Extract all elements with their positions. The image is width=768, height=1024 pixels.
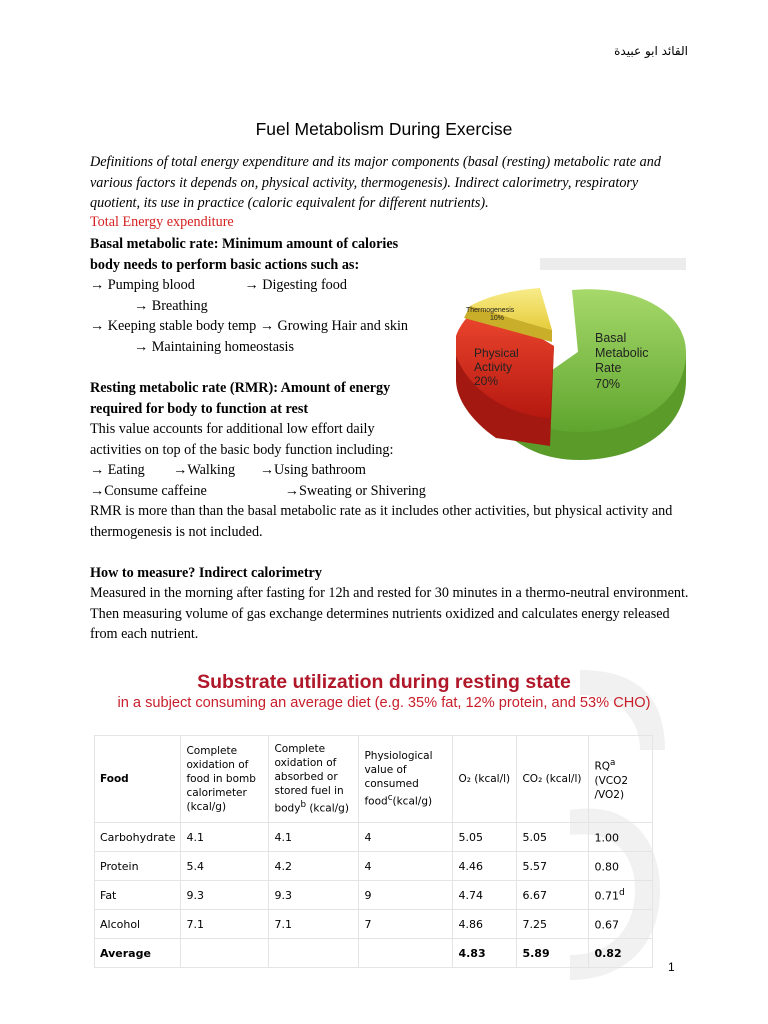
cell-food: Alcohol <box>95 910 181 939</box>
cell-co2: 7.25 <box>517 910 589 939</box>
table-subtitle: in a subject consuming an average diet (e.g. 35% fat, 12% protein, and 53% CHO) <box>117 695 651 711</box>
header-food: Food <box>95 736 181 823</box>
rmr-text-line-1: This value accounts for additional low effort daily <box>90 421 375 437</box>
cell-bomb <box>181 939 269 968</box>
page-title: Fuel Metabolism During Exercise <box>255 119 513 139</box>
header-physiological-value: Physiological value of consumed food$^c$(kcal/g) <box>359 736 453 823</box>
pie-value-bmr: 70% <box>595 377 621 391</box>
header-co2: CO₂ (kcal/l) <box>517 736 589 823</box>
bmr-list-line-4: → Maintaining homeostasis <box>134 339 294 355</box>
cell-co2: 6.67 <box>517 881 589 910</box>
substrate-table <box>94 735 653 968</box>
cell-phys <box>359 939 453 968</box>
pie-label-bmr-3: Rate <box>595 361 622 375</box>
author-name: القائد ابو عبيدة <box>614 44 688 58</box>
cell-absorbed: 4.2 <box>269 852 359 881</box>
cell-phys: 7 <box>359 910 453 939</box>
bmr-heading-line-2: body needs to perform basic actions such as: <box>90 257 360 273</box>
rmr-heading-line-2: required for body to function at rest <box>90 401 309 417</box>
rmr-heading-line-1: Resting metabolic rate (RMR): Amount of energy <box>90 380 391 396</box>
measure-heading: How to measure? Indirect calorimetry <box>90 565 322 581</box>
energy-expenditure-pie-chart <box>440 280 690 470</box>
cell-absorbed: 9.3 <box>269 881 359 910</box>
cell-co2: 5.05 <box>517 823 589 852</box>
rmr-note: RMR is more than than the basal metabolic rate as it includes other activities, but physical activity and thermogenesis is not included. <box>90 503 673 540</box>
table-row <box>95 852 653 881</box>
cell-bomb: 4.1 <box>181 823 269 852</box>
table-title: Substrate utilization during resting state <box>197 671 571 693</box>
section-heading-total-energy: Total Energy expenditure <box>90 214 234 230</box>
pie-label-activity-1: Physical <box>474 346 519 360</box>
table-header-row <box>95 736 653 823</box>
pie-value-thermogenesis: 10% <box>490 315 505 322</box>
pie-label-thermogenesis: Thermogenesis <box>466 307 515 314</box>
intro-paragraph: Definitions of total energy expenditure and its major components (basal (resting) metabolic rate and various factors it depends on, physical activity, thermogenesis). Indirect calorimetry, respiratory quotient, its use in practice (caloric equivalent for different nutrients). <box>90 154 661 211</box>
cell-food: Average <box>95 939 181 968</box>
cell-food: Protein <box>95 852 181 881</box>
cell-phys: 9 <box>359 881 453 910</box>
header-bomb-calorimeter: Complete oxidation of food in bomb calorimeter (kcal/g) <box>181 736 269 823</box>
cell-bomb: 5.4 <box>181 852 269 881</box>
cell-phys: 4 <box>359 823 453 852</box>
cell-o2: 4.86 <box>453 910 517 939</box>
cell-bomb: 7.1 <box>181 910 269 939</box>
bmr-list-line-1: → Pumping blood → Digesting food <box>90 277 347 293</box>
cell-o2: 4.46 <box>453 852 517 881</box>
page-number: 1 <box>668 960 675 974</box>
pie-label-bmr-2: Metabolic <box>595 346 649 360</box>
cell-co2: 5.89 <box>517 939 589 968</box>
measure-text: Measured in the morning after fasting for 12h and rested for 30 minutes in a thermo-neutral environment. Then measuring volume of gas exchange determines nutrients oxidized and calculates energy released from each nutrient. <box>90 585 689 642</box>
cell-bomb: 9.3 <box>181 881 269 910</box>
cell-rq: 0.80 <box>589 852 653 881</box>
pie-value-activity: 20% <box>474 374 499 388</box>
cell-absorbed: 7.1 <box>269 910 359 939</box>
cell-co2: 5.57 <box>517 852 589 881</box>
cell-phys: 4 <box>359 852 453 881</box>
cell-o2: 4.74 <box>453 881 517 910</box>
bmr-list-line-3: → Keeping stable body temp → Growing Hair and skin <box>90 318 408 334</box>
cell-food: Fat <box>95 881 181 910</box>
header-rq: $RQ^a$ (VCO2 /VO2) <box>589 736 653 823</box>
watermark-strip <box>540 258 686 270</box>
cell-rq: 1.00 <box>589 823 653 852</box>
rmr-list-line-2: →Consume caffeine →Sweating or Shivering <box>90 483 426 499</box>
header-o2: O₂ (kcal/l) <box>453 736 517 823</box>
table-row <box>95 881 653 910</box>
cell-rq: 0.71$^d$ <box>589 881 653 910</box>
cell-rq: 0.82 <box>589 939 653 968</box>
cell-o2: 5.05 <box>453 823 517 852</box>
rmr-list-line-1: → Eating →Walking →Using bathroom <box>90 462 366 478</box>
bmr-heading-line-1: Basal metabolic rate: Minimum amount of calories <box>90 236 399 252</box>
table-row-average <box>95 939 653 968</box>
cell-absorbed: 4.1 <box>269 823 359 852</box>
table-row <box>95 910 653 939</box>
cell-rq: 0.67 <box>589 910 653 939</box>
cell-o2: 4.83 <box>453 939 517 968</box>
header-absorbed-fuel: Complete oxidation of absorbed or stored fuel in body$^b$ (kcal/g) <box>269 736 359 823</box>
cell-food: Carbohydrate <box>95 823 181 852</box>
pie-label-activity-2: Activity <box>474 360 513 374</box>
table-row <box>95 823 653 852</box>
rmr-text-line-2: activities on top of the basic body function including: <box>90 442 394 458</box>
pie-label-bmr-1: Basal <box>595 331 627 345</box>
bmr-list-line-2: → Breathing <box>134 298 208 314</box>
cell-absorbed <box>269 939 359 968</box>
